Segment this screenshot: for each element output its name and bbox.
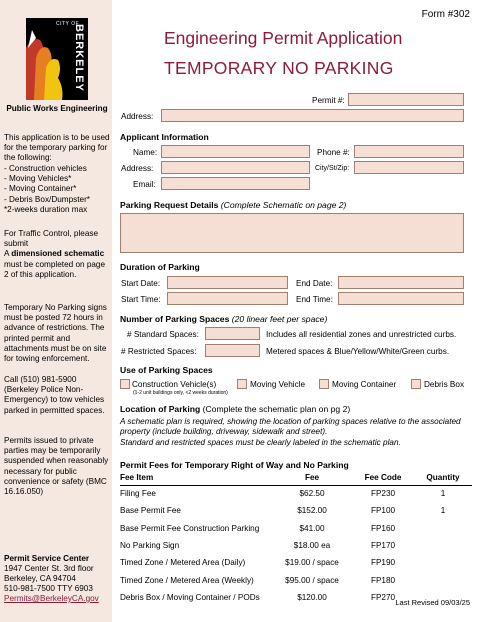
- restricted-spaces-desc: Metered spaces & Blue/Yellow/White/Green curbs.: [266, 347, 450, 356]
- form-number: Form #302: [421, 9, 470, 20]
- end-time-label: End Time:: [296, 295, 333, 304]
- last-revised: Last Revised 09/03/25: [395, 598, 470, 607]
- fee-item-cell: Base Permit Fee Construction Parking: [120, 523, 260, 533]
- fee-item-cell: No Parking Sign: [120, 541, 180, 551]
- applicant-address-label: Address:: [121, 164, 154, 173]
- fee-table: [120, 471, 472, 606]
- fee-code-cell: FP190: [370, 558, 396, 568]
- col-fee: Fee: [272, 471, 352, 485]
- city-logo: [26, 18, 88, 100]
- applicant-address-field[interactable]: [161, 161, 310, 174]
- service-center-email-link[interactable]: Permits@BerkeleyCA.gov: [4, 594, 99, 603]
- end-date-field[interactable]: [338, 276, 464, 289]
- police-note: Call (510) 981-5900 (Berkeley Police Non-Emergency) to tow vehicles parked in permitted spaces.: [4, 375, 105, 415]
- quantity-cell: 1: [440, 489, 446, 499]
- end-time-field[interactable]: [338, 292, 464, 305]
- duration-heading: Duration of Parking: [120, 262, 200, 272]
- fee-cell: $19.00 / space: [285, 558, 339, 568]
- moving-container-checkbox[interactable]: [319, 379, 329, 389]
- quantity-cell: [414, 571, 472, 588]
- fee-item-cell: Timed Zone / Metered Area (Daily): [120, 558, 246, 568]
- applicant-phone-label: Phone #:: [317, 148, 350, 157]
- spaces-heading-note: (20 linear feet per space): [231, 314, 328, 324]
- use-heading: Use of Parking Spaces: [120, 365, 213, 375]
- location-heading-note: (Complete the schematic plan on pg 2): [202, 404, 351, 414]
- construction-vehicle-checkbox[interactable]: [120, 379, 130, 389]
- start-date-label: Start Date:: [121, 279, 161, 288]
- fee-code-cell: FP230: [370, 489, 396, 499]
- traffic-a: A: [4, 249, 12, 259]
- standard-spaces-desc: Includes all residential zones and unrestricted curbs.: [266, 330, 457, 339]
- table-row: [120, 520, 472, 537]
- standard-spaces-field[interactable]: [205, 327, 260, 340]
- traffic-bold: dimensioned schematic: [11, 249, 105, 259]
- start-time-field[interactable]: [167, 292, 288, 305]
- logo-berkeley: BERKELEY: [73, 24, 85, 92]
- permit-number-label: Permit #:: [312, 96, 345, 105]
- quantity-cell: [414, 520, 472, 537]
- private-party-note: Permits issued to private parties may be temporarily suspended when reasonably necessary for public convenience or safety (BMC 16.16.050): [4, 436, 109, 497]
- construction-vehicle-label: Construction Vehicle(s): [132, 380, 217, 389]
- request-details-field[interactable]: [120, 213, 464, 253]
- quantity-cell: 1: [440, 506, 446, 516]
- location-heading: [120, 404, 350, 414]
- service-center-address1: 1947 Center St. 3rd floor: [4, 564, 94, 573]
- request-heading-text: Parking Request Details: [120, 200, 219, 210]
- standard-spaces-label: # Standard Spaces:: [127, 330, 199, 339]
- sidebar-list: [4, 164, 110, 215]
- fee-item-cell: Base Permit Fee: [120, 506, 181, 516]
- start-time-label: Start Time:: [121, 295, 161, 304]
- service-center-address2: Berkeley, CA 94704: [4, 574, 76, 583]
- restricted-spaces-field[interactable]: [205, 344, 260, 357]
- fee-code-cell: FP180: [370, 575, 396, 585]
- applicant-email-field[interactable]: [161, 177, 310, 190]
- fee-item-cell: Filing Fee: [120, 489, 156, 499]
- sidebar-list-item: - Moving Vehicles*: [4, 174, 72, 184]
- sidebar-list-item: *2-weeks duration max: [4, 204, 88, 214]
- traffic-control-note: [4, 229, 110, 280]
- quantity-cell: [414, 537, 472, 554]
- fees-heading: Permit Fees for Temporary Right of Way and No Parking: [120, 460, 349, 470]
- applicant-city-label: City/St/Zip:: [315, 165, 350, 172]
- quantity-cell: [414, 554, 472, 571]
- property-address-field[interactable]: [161, 109, 464, 122]
- traffic-post: must be completed on page 2 of this application.: [4, 259, 106, 279]
- fee-cell: $152.00: [297, 506, 327, 516]
- debris-box-label: Debris Box: [424, 380, 465, 389]
- col-fee-item: Fee Item: [120, 471, 272, 485]
- use-sub-note: (1-2 unit buildings only, <2 weeks duration): [133, 390, 228, 396]
- fee-cell: $95.00 / space: [285, 575, 339, 585]
- applicant-heading: Applicant Information: [120, 132, 209, 142]
- applicant-email-label: Email:: [133, 180, 156, 189]
- fee-code-cell: FP170: [370, 541, 396, 551]
- table-row: [120, 571, 472, 588]
- applicant-name-label: Name:: [133, 148, 158, 157]
- traffic-pre: For Traffic Control, please submit: [4, 229, 99, 249]
- request-heading-note: (Complete Schematic on page 2): [220, 200, 347, 210]
- fee-cell: $41.00: [299, 523, 325, 533]
- sidebar: [0, 0, 112, 622]
- page-subtitle: TEMPORARY NO PARKING: [164, 58, 394, 78]
- applicant-name-field[interactable]: [161, 145, 310, 158]
- col-fee-code: Fee Code: [352, 471, 414, 485]
- fee-code-cell: FP100: [370, 506, 396, 516]
- applicant-phone-field[interactable]: [354, 145, 464, 158]
- location-instructions: A schematic plan is required, showing the location of parking spaces relative to the associated property (include building, driveway, sidewalk and street).: [120, 417, 461, 436]
- service-center-phone: 510-981-7500 TTY 6903: [4, 584, 93, 593]
- start-date-field[interactable]: [167, 276, 288, 289]
- debris-box-checkbox[interactable]: [411, 379, 421, 389]
- fee-item-cell: Debris Box / Moving Container / PODs: [120, 592, 260, 602]
- end-date-label: End Date:: [296, 279, 333, 288]
- applicant-city-field[interactable]: [354, 161, 464, 174]
- fee-table-header: [120, 471, 472, 485]
- posting-note: Temporary No Parking signs must be posted 72 hours in advance of restrictions. The printed permit and attachments must be on site for towing enforcement.: [4, 303, 107, 364]
- service-center-title: Permit Service Center: [4, 554, 90, 563]
- sidebar-list-item: - Debris Box/Dumpster*: [4, 194, 90, 204]
- table-row: [120, 485, 472, 502]
- moving-container-label: Moving Container: [332, 380, 397, 389]
- table-row: [120, 554, 472, 571]
- table-row: [120, 537, 472, 554]
- spaces-heading-text: Number of Parking Spaces: [120, 314, 230, 324]
- table-row: [120, 502, 472, 519]
- sidebar-list-item: - Moving Container*: [4, 184, 77, 194]
- request-heading: [120, 200, 346, 210]
- fee-code-cell: FP160: [370, 523, 396, 533]
- page-title: Engineering Permit Application: [164, 28, 403, 48]
- moving-vehicle-label: Moving Vehicle: [250, 380, 306, 389]
- location-label-note: Standard and restricted spaces must be clearly labeled in the schematic plan.: [120, 438, 401, 447]
- moving-vehicle-checkbox[interactable]: [237, 379, 247, 389]
- dept-name: Public Works Engineering: [6, 104, 108, 113]
- permit-number-field[interactable]: [348, 93, 464, 106]
- logo-city-of: CITY OF: [56, 21, 80, 27]
- col-quantity: Quantity: [414, 471, 472, 485]
- fee-cell: $62.50: [299, 489, 325, 499]
- fee-code-cell: FP270: [370, 592, 396, 602]
- property-address-label: Address:: [121, 112, 154, 121]
- fee-cell: $18.00 ea: [293, 541, 331, 551]
- fee-item-cell: Timed Zone / Metered Area (Weekly): [120, 575, 254, 585]
- sidebar-intro: This application is to be used for the temporary parking for the following:: [4, 133, 110, 163]
- spaces-heading: [120, 314, 327, 324]
- location-heading-text: Location of Parking: [120, 404, 201, 414]
- fee-cell: $120.00: [297, 592, 327, 602]
- sidebar-list-item: - Construction vehicles: [4, 164, 87, 173]
- restricted-spaces-label: # Restricted Spaces:: [121, 347, 197, 356]
